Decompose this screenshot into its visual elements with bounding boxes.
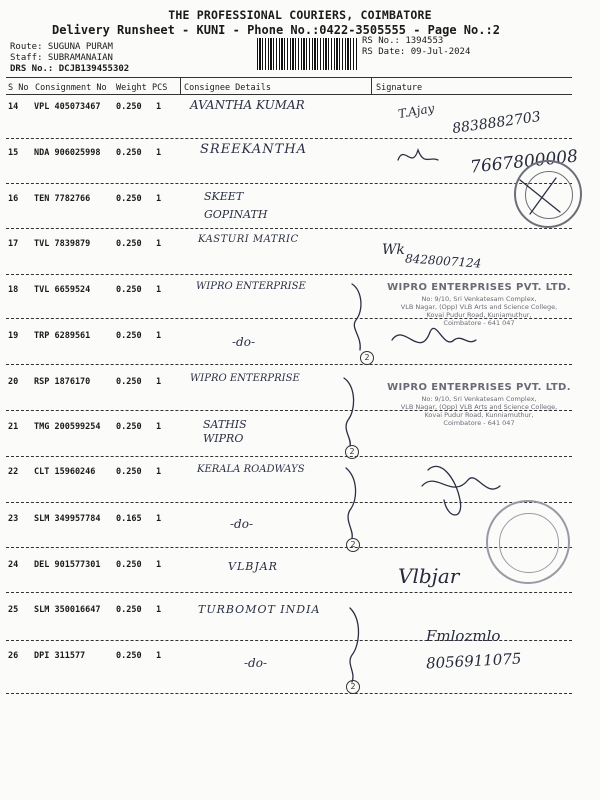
row-pcs: 1	[156, 605, 162, 615]
signature-scribble	[520, 178, 560, 214]
row-signature: 7667800008	[469, 146, 579, 178]
row-consignment: TMG 200599254	[34, 422, 101, 432]
rs-number: RS No.: 1394553	[362, 36, 444, 46]
row-signature: 8838882703	[451, 108, 542, 138]
row-weight: 0.250	[116, 239, 142, 249]
row-sno: 16	[8, 194, 19, 204]
row-pcs: 1	[156, 514, 162, 524]
col-header-sno: S No	[8, 83, 29, 93]
row-weight: 0.250	[116, 377, 142, 387]
signature-scribble	[398, 150, 438, 160]
signature-scribble	[428, 466, 461, 515]
row-consignee: KASTURI MATRIC	[198, 234, 299, 245]
signature-scribble: T.Ajay	[397, 100, 436, 122]
row-weight: 0.250	[116, 605, 142, 615]
row-pcs: 1	[156, 102, 162, 112]
row-consignee: -do-	[230, 517, 254, 531]
row-sno: 26	[8, 651, 19, 661]
bracket-count-badge: 2	[346, 538, 360, 552]
row-consignment: DPI 311577	[34, 651, 86, 661]
row-pcs: 1	[156, 331, 162, 341]
row-sno: 24	[8, 560, 19, 570]
row-sno: 25	[8, 605, 19, 615]
col-header-signature: Signature	[376, 83, 423, 93]
stamp-address-line: Coimbatore - 641 047	[443, 418, 515, 427]
stamp-address-line: Coimbatore - 641 047	[443, 318, 515, 327]
row-weight: 0.250	[116, 102, 142, 112]
bracket-count-badge: 2	[360, 351, 374, 365]
row-consignment: CLT 15960246	[34, 467, 96, 477]
rs-date: RS Date: 09-Jul-2024	[362, 47, 471, 57]
row-consignment: NDA 906025998	[34, 148, 101, 158]
row-sno: 21	[8, 422, 19, 432]
row-consignee: WIPRO ENTERPRISE	[196, 281, 306, 292]
row-weight: 0.250	[116, 467, 142, 477]
row-signature: 8428007124	[404, 251, 482, 271]
stamp-address-line: No: 9/10, Sri Venkatesam Complex,	[421, 294, 537, 303]
row-consignment: RSP 1876170	[34, 377, 91, 387]
row-weight: 0.165	[116, 514, 142, 524]
row-pcs: 1	[156, 285, 162, 295]
row-pcs: 1	[156, 467, 162, 477]
drs-number: DRS No.: DCJB139455302	[10, 64, 130, 74]
signature-scribble	[422, 478, 500, 489]
row-signature: Vlbjar	[398, 564, 460, 588]
signature-scribble	[392, 328, 476, 342]
row-signature: Fmlozmlo	[426, 627, 501, 645]
bracket-mark	[346, 468, 356, 538]
row-sno: 14	[8, 102, 19, 112]
row-sno: 23	[8, 514, 19, 524]
col-header-pcs: PCS	[152, 83, 168, 93]
bracket-count-badge: 2	[346, 680, 360, 694]
row-pcs: 1	[156, 148, 162, 158]
stamp-address-line: VLB Nagar, (Opp) VLB Arts and Science College,	[400, 302, 558, 311]
row-weight: 0.250	[116, 285, 142, 295]
bracket-count-badge: 2	[345, 445, 359, 459]
row-consignee: KERALA ROADWAYS	[197, 464, 305, 475]
row-consignee: -do-	[244, 656, 268, 670]
bracket-mark	[344, 378, 354, 446]
stamp-company-name: WIPRO ENTERPRISES PVT. LTD.	[387, 282, 571, 293]
row-consignee: -do-	[232, 335, 256, 349]
col-header-weight: Weight	[116, 83, 147, 93]
runsheet-subtitle: Delivery Runsheet - KUNI - Phone No.:0422-3505555 - Page No.:2	[52, 23, 500, 37]
row-weight: 0.250	[116, 560, 142, 570]
row-consignment: VPL 405073467	[34, 102, 101, 112]
row-sno: 17	[8, 239, 19, 249]
row-consignee: VLBJAR	[228, 560, 278, 573]
row-sno: 18	[8, 285, 19, 295]
row-pcs: 1	[156, 239, 162, 249]
row-consignment: TVL 6659524	[34, 285, 91, 295]
stamp-address-line: VLB Nagar, (Opp) VLB Arts and Science College,	[400, 402, 558, 411]
row-sno: 22	[8, 467, 19, 477]
row-pcs: 1	[156, 194, 162, 204]
row-pcs: 1	[156, 422, 162, 432]
row-consignee: SATHIS WIPRO	[203, 418, 247, 445]
row-signature: 8056911075	[425, 649, 522, 673]
bracket-mark	[350, 608, 359, 682]
row-weight: 0.250	[116, 148, 142, 158]
row-weight: 0.250	[116, 422, 142, 432]
row-consignee: SREEKANTHA	[200, 142, 308, 157]
col-header-consignee: Consignee Details	[184, 83, 271, 93]
row-consignment: TRP 6289561	[34, 331, 91, 341]
stamp-address-line: No: 9/10, Sri Venkatesam Complex,	[421, 394, 537, 403]
row-consignment: TVL 7839879	[34, 239, 91, 249]
row-consignment: SLM 350016647	[34, 605, 101, 615]
staff-label: Staff: SUBRAMANAIAN	[10, 53, 113, 63]
row-pcs: 1	[156, 560, 162, 570]
company-title: THE PROFESSIONAL COURIERS, COIMBATORE	[168, 8, 432, 22]
row-consignment: SLM 349957784	[34, 514, 101, 524]
row-sno: 20	[8, 377, 19, 387]
row-weight: 0.250	[116, 194, 142, 204]
row-weight: 0.250	[116, 331, 142, 341]
row-consignee: SKEET GOPINATH	[204, 190, 268, 221]
bracket-mark	[352, 284, 361, 350]
stamp-address-line: Kovai Pudur Road, Kuniamuthur,	[426, 310, 532, 319]
row-consignee: WIPRO ENTERPRISE	[190, 373, 300, 384]
row-weight: 0.250	[116, 651, 142, 661]
row-sno: 15	[8, 148, 19, 158]
row-consignment: TEN 7782766	[34, 194, 91, 204]
row-consignee: TURBOMOT INDIA	[198, 603, 321, 616]
route-label: Route: SUGUNA PURAM	[10, 42, 113, 52]
row-sno: 19	[8, 331, 19, 341]
row-consignment: DEL 901577301	[34, 560, 101, 570]
signature-scribble: Wk	[382, 242, 405, 258]
col-header-consignment: Consignment No	[35, 83, 107, 93]
row-pcs: 1	[156, 651, 162, 661]
stamp-company-name: WIPRO ENTERPRISES PVT. LTD.	[387, 382, 571, 393]
row-pcs: 1	[156, 377, 162, 387]
row-consignee: AVANTHA KUMAR	[190, 98, 305, 112]
stamp-address-line: Kovai Pudur Road, Kunniamuthur,	[424, 410, 534, 419]
